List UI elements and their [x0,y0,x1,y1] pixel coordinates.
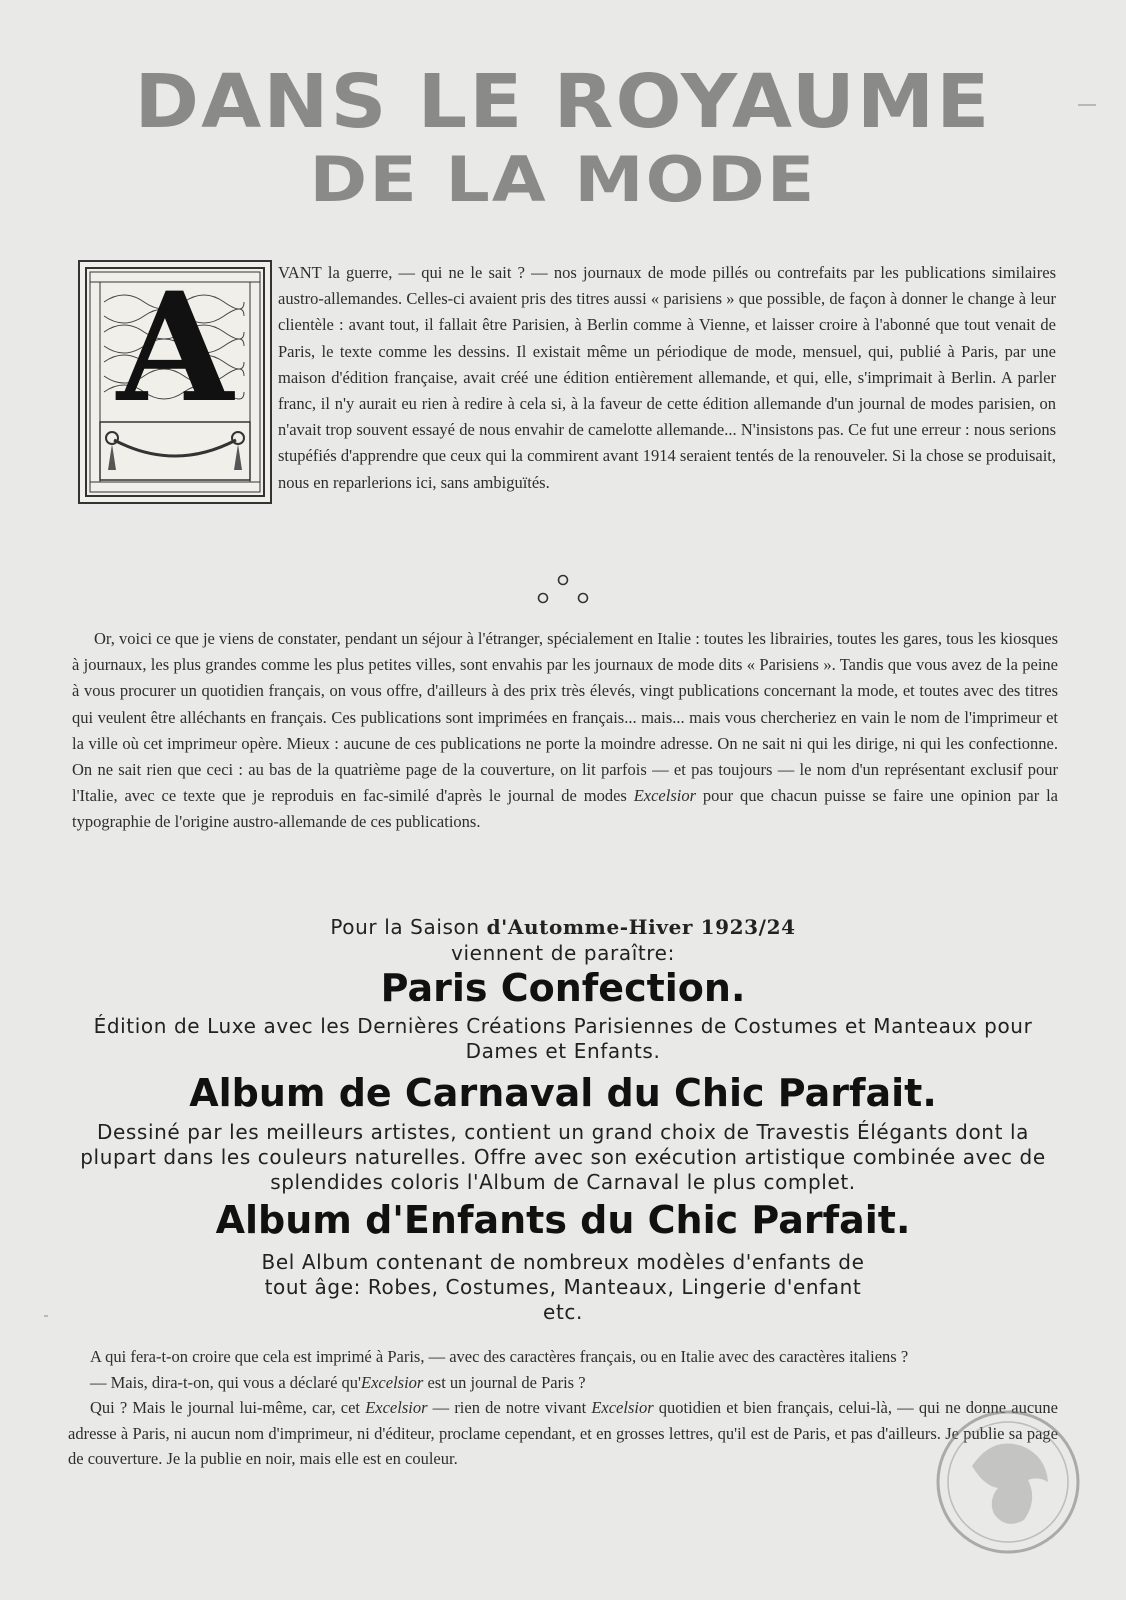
intro-paragraph [74,260,1056,508]
advert-season-line [70,915,1056,940]
advert-heading-paris-confection: Paris Confection. [380,966,746,1010]
closing-paragraph-2 [68,1370,1058,1396]
closing-p3-italic-2: Excelsior [591,1398,654,1417]
paragraph-text: Or, voici ce que je viens de constater, pendant un séjour à l'étranger, spécialement en Italie : toutes les librairies, toutes les gares, tous les kiosques à journaux, les plus grandes comme les plus petites villes, sont envahis par les journaux de mode dits « Parisiens ». Tandis que vous avez de la peine à vous procurer un quotidien français, on vous offre, d'ailleurs à des prix très élevés, vingt publications concernant la mode, et toutes avec des titres qui veulent être alléchants en français. Ces publications sont imprimées en français... mais... mais vous chercheriez en vain le nom de l'imprimeur et la ville où cet imprimeur opère. Mieux : aucune de ces publications ne porte la moindre adresse. On ne sait ni qui les dirige, ni qui les confectionne. On ne sait rien que ceci : au bas de la quatrième page de la couverture, on lit parfois — et pas toujours — le nom d'un représentant exclusif pour l'Italie, avec ce texte que je reproduis en fac-similé d'après le journal de modes [72,629,1058,806]
closing-p3-text-a: Qui ? Mais le journal lui-même, car, cet [90,1398,366,1417]
advert-subline: viennent de paraître: [451,941,675,965]
advert-season-prefix: Pour la Saison [330,915,487,939]
advert-desc-enfants: Bel Album contenant de nombreux modèles d'enfants de tout âge: Robes, Costumes, Manteaux, Lingerie d'enfant etc. [261,1250,865,1324]
closing-p3-text-b: — rien de notre vivant [427,1398,592,1417]
advert-desc-paris-confection: Édition de Luxe avec les Dernières Créations Parisiennes de Costumes et Manteaux pour Dames et Enfants. [93,1014,1033,1063]
closing-p3-text-c: quotidien et bien français, celui-là, — qui ne donne aucune adresse à Paris, ni aucun nom d'imprimeur, ni d'éditeur, proclame cependant, et en grosses lettres, qu'il est de Paris, et pas d'ailleurs. Je publie sa page de couverture. Je la publie en noir, mais elle est en couleur. [68,1398,1058,1468]
advert-season-name: d'Automme-Hiver 1923/24 [486,915,796,939]
closing-paragraph-3 [68,1395,1058,1472]
drop-cap-letter: A [116,260,234,436]
paragraph-text-end: pour que chacun puisse se faire une opinion par la typographie de l'origine austro-allemande de ces publications. [72,786,1058,832]
advert-desc-carnaval: Dessiné par les meilleurs artistes, contient un grand choix de Travestis Élégants dont la plupart dans les couleurs naturelles. Offre avec son exécution artistique combinée avec de splendides coloris l'Album de Carnaval le plus complet. [80,1120,1046,1194]
excelsior-title: Excelsior [633,786,697,806]
scan-mark [1078,104,1096,106]
main-article-body [72,626,1058,836]
advert-heading-carnaval: Album de Carnaval du Chic Parfait. [189,1071,937,1115]
headline-line-2: DE LA MODE [309,143,817,216]
three-circles-ornament-icon [523,572,603,612]
intro-lead-word: VANT [278,263,322,282]
library-stamp-icon [932,1406,1084,1558]
article-paragraph [72,626,1058,836]
closing-p2-text: — Mais, dira-t-on, qui vous a déclaré qu' [90,1372,362,1392]
closing-section [68,1344,1058,1472]
closing-p2-end: est un journal de Paris ? [423,1372,586,1392]
advert-heading-enfants: Album d'Enfants du Chic Parfait. [215,1198,911,1242]
closing-p3-italic-1: Excelsior [365,1398,428,1417]
closing-paragraph-1: A qui fera-t-on croire que cela est imprimé à Paris, — avec des caractères français, ou en Italie avec des caractères italiens ? [90,1347,909,1366]
closing-p2-italic: Excelsior [361,1372,424,1392]
scan-mark [44,1315,48,1317]
headline-line-1: DANS LE ROYAUME [134,59,992,145]
intro-text: la guerre, — qui ne le sait ? — nos journaux de mode pillés ou contrefaits par les publications similaires austro-allemandes. Celles-ci avaient pris des titres aussi « parisiens » que possible, de façon à donner le change à leur clientèle : avant tout, il fallait être Parisien, à Berlin comme à Vienne, et laisser croire à l'abonné que tout venait de Paris, le texte comme les dessins. Il existait même un périodique de mode, mensuel, qui, publié à Paris, par une maison d'édition française, avait créé une édition entièrement allemande, et qui, elle, s'imprimait à Berlin. A parler franc, il n'y aurait eu rien à redire à cela si, à la faveur de cette édition allemande d'un journal de modes parisien, on n'avait trop souvent essayé de nous envahir de camelotte allemande... N'insistons pas. Ce fut une erreur : nous serions stupéfiés d'apprendre que ceux qui la commirent avant 1914 seraient tentés de la renouveler. Si la chose se produisait, nous en reparlerions ici, sans ambiguïtés. [278,263,1056,492]
